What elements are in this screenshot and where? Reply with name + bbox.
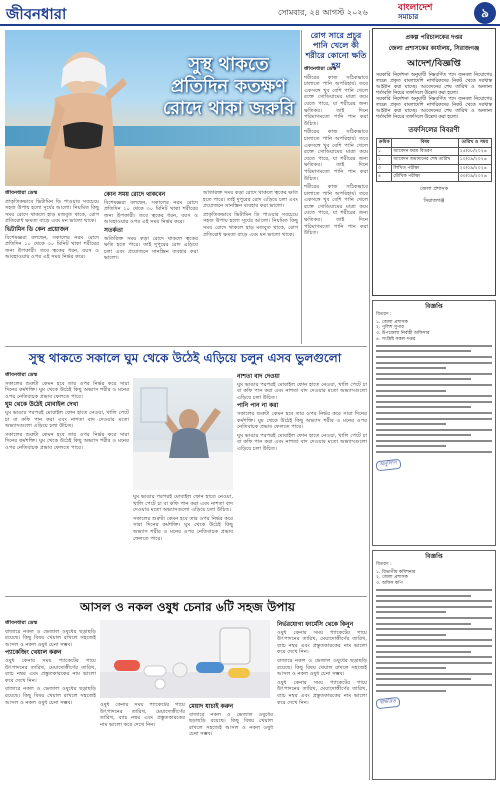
article2-paragraph: ঘুম ভাঙার পরপরই মোবাইল ফোন হাতে নেওয়া, খালি পেটে চা বা কফি পান করা এবং নাশতা বাদ দেওয়ার মতো অভ্যাসগুলো এড়িয়ে চলা উচিত। [237,432,367,452]
article3-paragraph: ওষুধ কেনার সময় প্যাকেটের গায়ে উৎপাদনের তারিখ, মেয়াদোত্তীর্ণের তারিখ, ব্যাচ নম্বর এবং প্রস্তুতকারকের নাম ভালো করে দেখে নিন। [100,702,185,728]
table-cell: ১ [377,147,392,156]
article2-paragraph: ঘুম ভাঙার পরপরই মোবাইল ফোন হাতে নেওয়া, খালি পেটে চা বা কফি পান করা এবং নাশতা বাদ দেওয়ার মতো অভ্যাসগুলো এড়িয়ে চলা উচিত। [133,494,233,514]
bedroom-illustration [133,378,233,490]
logo-text: বাংলাদেশ [398,3,433,13]
article2-column-3 [133,494,233,594]
article1-column-3 [203,190,298,342]
article1-headline: সুস্থ থাকতে প্রতিদিন কতক্ষণ রোদে থাকা জরুরি [162,54,295,119]
table-row [377,164,492,173]
article1-paragraph: অতিরিক্ত সময় কড়া রোদে থাকলে ত্বকের ক্ষতি হতে পারে। তাই দুপুরের রোদ এড়িয়ে চলা এবং প্রয়োজনে সানস্ক্রিন ব্যবহার করা ভালো। [203,190,298,210]
document-title: বিজ্ঞপ্তি [425,553,443,560]
article1-paragraph: অতিরিক্ত সময় কড়া রোদে থাকলে ত্বকের ক্ষতি হতে পারে। তাই দুপুরের রোদ এড়িয়ে চলা এবং প্রয়োজনে সানস্ক্রিন ব্যবহার করা ভালো। [104,235,198,262]
article3-paragraph: ওষুধ কেনার সময় প্যাকেটের গায়ে উৎপাদনের তারিখ, মেয়াদোত্তীর্ণের তারিখ, ব্যাচ নম্বর এবং প্রস্তুতকারকের নাম ভালো করে দেখে নিন। [5,657,96,684]
table-row [377,156,492,165]
table-cell: আবেদন জমাদানের শেষ তারিখ [392,156,458,165]
document-recipients-label: বিতরণ : [376,311,392,317]
article3-subhead: প্যাকেজিং খেয়াল করুন [5,649,62,657]
section-title: জীবনধারা [6,5,67,23]
article1-paragraph: বিশেষজ্ঞরা বলছেন, সকালের নরম রোদে প্রতিদিন ১০ থেকে ৩০ মিনিট থাকা শরীরের জন্য উপকারী। তবে ত্বকের ধরন, বয়স ও আবহাওয়ার ওপর এই সময় নির্ভর করে। [104,199,198,226]
table-cell: আবেদন ফরম বিতরণ [392,147,458,156]
issue-date: সোমবার, ২৪ আগস্ট ২০২৬ [278,8,368,17]
article1-column-2 [104,190,198,342]
government-notice [372,28,496,296]
list-item: ৪. সংশ্লিষ্ট সকল দপ্তর [376,336,416,342]
article1-subhead: সতর্কতা [104,226,123,234]
hero-photo-sunbathing [5,30,300,186]
pills-illustration [100,620,270,698]
article3-paragraph: ওষুধ কেনার সময় প্যাকেটের গায়ে উৎপাদনের তারিখ, মেয়াদোত্তীর্ণের তারিখ, ব্যাচ নম্বর এবং প্রস্তুতকারকের নাম ভালো করে দেখে নিন। [277,679,367,706]
table-cell: ১০/০৯/২০২৬ [458,156,491,165]
notice-body: সরকারি নির্দেশনা অনুযায়ী নিম্নবর্ণিত পদে জনবল নিয়োগের লক্ষ্যে প্রকৃত বাংলাদেশি নাগরিকদের নিকট থেকে দরখাস্ত আহ্বান করা যাচ্ছে। আবেদনের শেষ তারিখ ও অন্যান্য শর্তাবলি নিচের তফসিলে উল্লেখ করা হলো। [376,97,492,120]
document-recipient-list [376,570,492,587]
table-cell: ২ [377,156,392,165]
article3-paragraph: ওষুধ কেনার সময় প্যাকেটের গায়ে উৎপাদনের তারিখ, মেয়াদোত্তীর্ণের তারিখ, ব্যাচ নম্বর এবং প্রস্তুতকারকের নাম ভালো করে দেখে নিন। [277,629,367,656]
article3-byline: জীবনধারা ডেস্ক [5,620,38,626]
document-recipient-list [376,320,492,343]
article3-subhead: নির্ভরযোগ্য ফার্মেসি থেকে কিনুন [277,621,354,628]
document-stamp: স্বাক্ষরিত [376,697,401,709]
notice-schedule-table [376,138,492,182]
article2-subhead: নাশতা বাদ দেওয়া [237,373,280,380]
sidebar-story-body [304,66,368,342]
article1-subhead: কোন সময় রোদে থাকবেন [104,191,166,198]
article3-column-4 [277,620,367,780]
sidebar-story-paragraph: শরীরের কাজ সঠিকভাবে চালাতে পানি অপরিহার্য। তবে একসঙ্গে খুব বেশি পানি খেলে রক্তে সোডিয়ামের মাত্রা কমে যেতে পারে, যা শরীরের জন্য ক্ষতিকর। তাই দিনে পরিমাণমতো পানি পান করা উচিত। [304,129,368,182]
article2-byline: জীবনধারা ডেস্ক [5,372,38,378]
document-recipients-label: বিতরণ : [376,561,392,567]
article3-column-3 [189,702,273,780]
page-number: ৯ [474,2,496,24]
newspaper-logo [398,4,460,22]
sidebar-story-headline: রোগ সারে প্রচুর পানি খেলে কী শরীরে কোনো ক্ষতি হয় [305,30,367,70]
list-item: ১. বিভাগীয় কমিশনার [376,569,416,575]
article3-subhead: মেয়াদ যাচাই করুন [189,703,234,710]
masthead [0,0,500,26]
official-document-1 [372,300,496,546]
sidebar-story-byline: জীবনধারা ডেস্ক [304,66,337,72]
article3-paragraph: বাজারে নকল ও ভেজাল ওষুধের ছড়াছড়ি রয়েছে। কিছু বিষয় খেয়াল রাখলে সহজেই আসল ও নকল ওষুধ চেনা সম্ভব। [277,657,367,678]
notice-org: প্রকল্প পরিচালকের দপ্তর [405,34,463,41]
photo-man-waking-up [133,378,233,490]
article3-column-1 [5,620,96,780]
article2-paragraph: ঘুম ভাঙার পরপরই মোবাইল ফোন হাতে নেওয়া, খালি পেটে চা বা কফি পান করা এবং নাশতা বাদ দেওয়ার মতো অভ্যাসগুলো এড়িয়ে চলা উচিত। [237,381,367,401]
logo-subtext: সমাচার [398,13,419,21]
notice-signatory: জেলা প্রশাসক [419,185,449,192]
table-cell: ২৫/০৮/২০২৬ [458,147,491,156]
table-header: তারিখ ও সময় [458,139,491,148]
photo-pills [100,620,270,698]
article3-paragraph: বাজারে নকল ও ভেজাল ওষুধের ছড়াছড়ি রয়েছে। কিছু বিষয় খেয়াল রাখলে সহজেই আসল ও নকল ওষুধ চেনা সম্ভব। [189,711,273,738]
notice-body: সরকারি নির্দেশনা অনুযায়ী নিম্নবর্ণিত পদে জনবল নিয়োগের লক্ষ্যে প্রকৃত বাংলাদেশি নাগরিকদের নিকট থেকে দরখাস্ত আহ্বান করা যাচ্ছে। আবেদনের শেষ তারিখ ও অন্যান্য শর্তাবলি নিচের তফসিলে উল্লেখ করা হলো। [376,73,492,96]
table-cell: ৩ [377,164,392,173]
table-cell: লিখিত পরীক্ষা [392,164,458,173]
table-cell: মৌখিক পরীক্ষা [392,173,458,182]
section-divider [5,596,367,597]
article3-column-2 [100,702,185,780]
article2-paragraph: সকালের শুরুটা কেমন হবে তার ওপর নির্ভর করে সারা দিনের কর্মশক্তি। ঘুম থেকে উঠেই কিছু অভ্যাস শরীর ও মনের ওপর নেতিবাচক প্রভাব ফেলতে পারে। [5,380,129,400]
notice-title: আদেশ/বিজ্ঞপ্তি [407,59,461,69]
article1-paragraph: প্রাকৃতিকভাবে ভিটামিন ডি পাওয়ার সবচেয়ে সহজ উপায় হলো সূর্যের আলো। নিয়মিত কিছু সময় রোদে থাকলে হাড় মজবুত থাকে, রোগ প্রতিরোধ ক্ষমতা বাড়ে এবং মন ভালো থাকে। [5,198,99,225]
article1-paragraph: বিশেষজ্ঞরা বলছেন, সকালের নরম রোদে প্রতিদিন ১০ থেকে ৩০ মিনিট থাকা শরীরের জন্য উপকারী। তবে ত্বকের ধরন, বয়স ও আবহাওয়ার ওপর এই সময় নির্ভর করে। [5,234,99,261]
table-cell: ৪ [377,173,392,182]
article2-paragraph: সকালের শুরুটা কেমন হবে তার ওপর নির্ভর করে সারা দিনের কর্মশক্তি। ঘুম থেকে উঠেই কিছু অভ্যাস শরীর ও মনের ওপর নেতিবাচক প্রভাব ফেলতে পারে। [5,431,129,451]
article2-headline: সুস্থ থাকতে সকালে ঘুম থেকে উঠেই এড়িয়ে চলুন এসব ভুলগুলো [28,351,342,365]
article2-column-2 [237,372,367,594]
article2-subhead: পানি পান না করা [237,402,279,410]
column-divider [301,30,302,344]
document-stamp: অনুলিপি [376,458,402,470]
article1-subhead: ভিটামিন ডি কেন প্রয়োজন [5,225,69,233]
table-header: বিষয় [392,139,458,148]
list-item: ২. পুলিশ সুপার [376,325,404,331]
table-row [377,147,492,156]
article1-byline: জীবনধারা ডেস্ক [5,190,38,196]
article1-column-1 [5,190,99,342]
table-cell: ২০/০৯/২০২৬ [458,164,491,173]
notice-signatory-place: সিরাজগঞ্জ [423,197,445,204]
list-item: ২. জেলা প্রশাসক [376,575,408,581]
section-divider [5,346,367,347]
article2-subhead: ঘুম থেকে উঠেই মোবাইল দেখা [5,401,79,409]
article2-paragraph: সকালের শুরুটা কেমন হবে তার ওপর নির্ভর করে সারা দিনের কর্মশক্তি। ঘুম থেকে উঠেই কিছু অভ্যাস শরীর ও মনের ওপর নেতিবাচক প্রভাব ফেলতে পারে। [237,410,367,431]
table-header-row [377,139,492,148]
article3-headline: আসল ও নকল ওষুধ চেনার ৬টি সহজ উপায় [80,600,295,614]
official-document-2 [372,550,496,780]
document-title: বিজ্ঞপ্তি [425,303,443,310]
article2-column-1 [5,372,129,594]
list-item: ৩. উপজেলা নির্বাহী অফিসার [376,331,430,337]
table-header: ক্রমিক [377,139,392,148]
article3-paragraph: বাজারে নকল ও ভেজাল ওষুধের ছড়াছড়ি রয়েছে। কিছু বিষয় খেয়াল রাখলে সহজেই আসল ও নকল ওষুধ চেনা সম্ভব। [5,686,96,706]
list-item: ১. জেলা প্রশাসক [376,319,408,325]
sidebar-story-paragraph: শরীরের কাজ সঠিকভাবে চালাতে পানি অপরিহার্য। তবে একসঙ্গে খুব বেশি পানি খেলে রক্তে সোডিয়ামের মাত্রা কমে যেতে পারে, যা শরীরের জন্য ক্ষতিকর। তাই দিনে পরিমাণমতো পানি পান করা উচিত। [304,74,368,127]
woman-silhouette-illustration [35,48,131,186]
notice-org-line2: জেলা প্রশাসকের কার্যালয়, সিরাজগঞ্জ [388,45,480,52]
article2-paragraph: ঘুম ভাঙার পরপরই মোবাইল ফোন হাতে নেওয়া, খালি পেটে চা বা কফি পান করা এবং নাশতা বাদ দেওয়ার মতো অভ্যাসগুলো এড়িয়ে চলা উচিত। [5,409,129,430]
table-row [377,173,492,182]
column-divider [369,30,370,780]
table-cell: ৩০/০৯/২০২৬ [458,173,491,182]
list-item: ৩. অফিস কপি [376,581,403,587]
article1-paragraph: প্রাকৃতিকভাবে ভিটামিন ডি পাওয়ার সবচেয়ে সহজ উপায় হলো সূর্যের আলো। নিয়মিত কিছু সময় রোদে থাকলে হাড় মজবুত থাকে, রোগ প্রতিরোধ ক্ষমতা বাড়ে এবং মন ভালো থাকে। [203,211,298,238]
sidebar-story-paragraph: শরীরের কাজ সঠিকভাবে চালাতে পানি অপরিহার্য। তবে একসঙ্গে খুব বেশি পানি খেলে রক্তে সোডিয়ামের মাত্রা কমে যেতে পারে, যা শরীরের জন্য ক্ষতিকর। তাই দিনে পরিমাণমতো পানি পান করা উচিত। [304,184,368,237]
notice-schedule-title: তফসিলের বিবরণী [408,126,460,134]
document-text-lines [376,589,492,692]
document-text-lines [376,345,492,453]
article2-paragraph: সকালের শুরুটা কেমন হবে তার ওপর নির্ভর করে সারা দিনের কর্মশক্তি। ঘুম থেকে উঠেই কিছু অভ্যাস শরীর ও মনের ওপর নেতিবাচক প্রভাব ফেলতে পারে। [133,515,233,542]
article3-paragraph: বাজারে নকল ও ভেজাল ওষুধের ছড়াছড়ি রয়েছে। কিছু বিষয় খেয়াল রাখলে সহজেই আসল ও নকল ওষুধ চেনা সম্ভব। [5,628,96,648]
